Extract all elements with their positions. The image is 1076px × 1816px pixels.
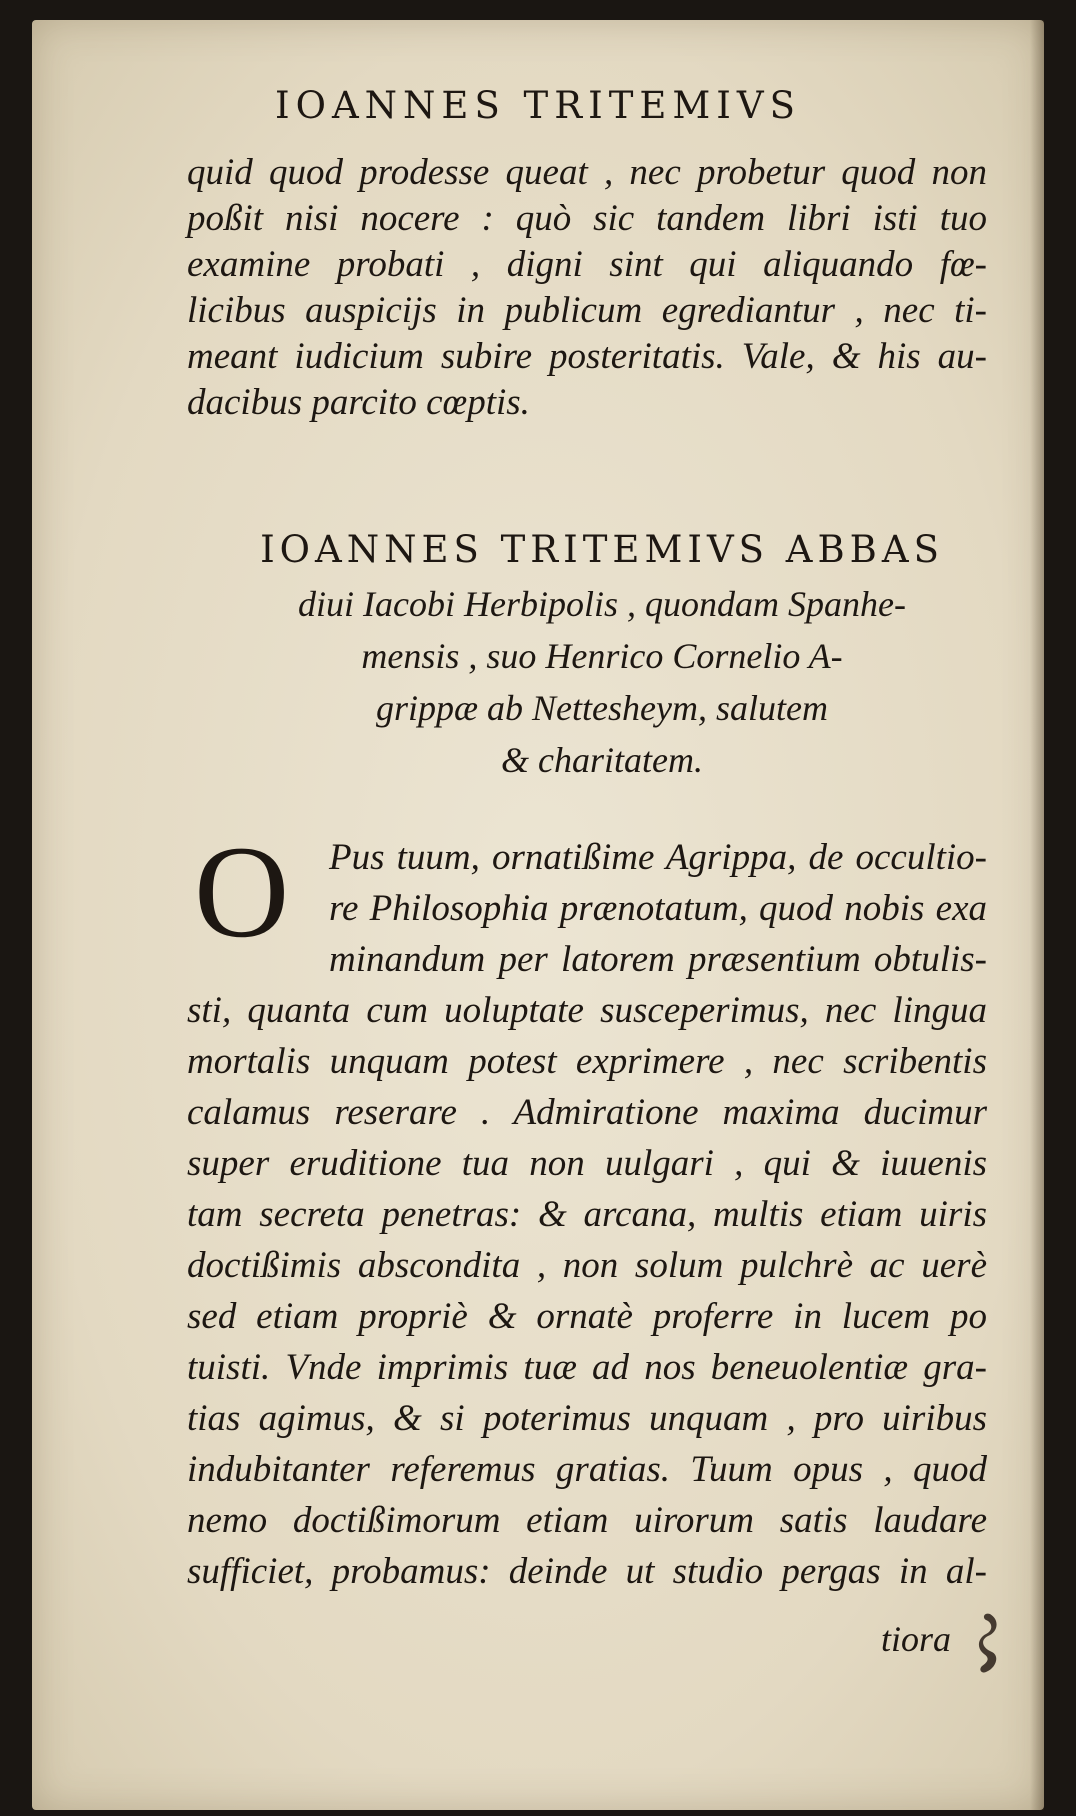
salutation-line: mensis , suo Henrico Cornelio A- bbox=[361, 636, 843, 676]
text-line: tam secreta penetras: & arcana, multis etiam uiris bbox=[187, 1194, 987, 1235]
text-line: mortalis unquam potest exprimere , nec scribentis bbox=[187, 1041, 987, 1082]
salutation-line: grippæ ab Nettesheym, salutem bbox=[376, 688, 828, 728]
text-line: calamus reserare . Admiratione maxima ducimur bbox=[187, 1092, 987, 1133]
text-line: Pus tuum, ornatißime Agrippa, de occultio- bbox=[329, 837, 987, 878]
catchword: tiora bbox=[880, 1619, 951, 1659]
text-line: doctißimis abscondita , non solum pulchrè ac uerè bbox=[187, 1245, 987, 1286]
text-line: nemo doctißimorum etiam uirorum satis laudare bbox=[187, 1500, 987, 1541]
salutation-line: diui Iacobi Herbipolis , quondam Spanhe- bbox=[298, 584, 906, 624]
text-line: indubitanter referemus gratias. Tuum opus , quod bbox=[187, 1449, 987, 1490]
running-head: IOANNES TRITEMIVS bbox=[275, 84, 801, 127]
intro-paragraph bbox=[187, 150, 987, 426]
text-line: poßit nisi nocere : quò sic tandem libri isti tuo bbox=[187, 198, 987, 239]
text-line: sti, quanta cum uoluptate susceperimus, nec lingua bbox=[187, 990, 987, 1031]
letter-body bbox=[187, 832, 987, 1597]
text-line: dacibus parcito cœptis. bbox=[187, 382, 530, 423]
text-line: re Philosophia prænotatum, quod nobis exa bbox=[329, 888, 987, 929]
text-line: quid quod prodesse queat , nec probetur quod non bbox=[187, 152, 987, 193]
text-line: sufficiet, probamus: deinde ut studio pergas in al- bbox=[187, 1551, 987, 1592]
text-line: tias agimus, & si poterimus unquam , pro uiribus bbox=[187, 1398, 987, 1439]
text-line: tuisti. Vnde imprimis tuæ ad nos beneuolentiæ gra- bbox=[187, 1347, 987, 1388]
text-line: minandum per latorem præsentium obtulis- bbox=[329, 939, 987, 980]
text-line: sed etiam propriè & ornatè proferre in lucem po bbox=[187, 1296, 987, 1337]
book-page bbox=[32, 20, 1044, 1810]
ink-blot-mark bbox=[974, 1612, 1004, 1674]
text-line: examine probati , digni sint qui aliquando fœ- bbox=[187, 244, 987, 285]
page-edge-shadow bbox=[1030, 20, 1044, 1810]
salutation-line: & charitatem. bbox=[501, 740, 703, 780]
text-line: super eruditione tua non uulgari , qui & iuuenis bbox=[187, 1143, 987, 1184]
text-line: meant iudicium subire posteritatis. Vale, & his au- bbox=[187, 336, 987, 377]
letter-heading: IOANNES TRITEMIVS ABBAS bbox=[260, 528, 944, 571]
text-line: licibus auspicijs in publicum egrediantur , nec ti- bbox=[187, 290, 987, 331]
drop-cap: O bbox=[194, 818, 290, 965]
salutation bbox=[212, 578, 992, 786]
